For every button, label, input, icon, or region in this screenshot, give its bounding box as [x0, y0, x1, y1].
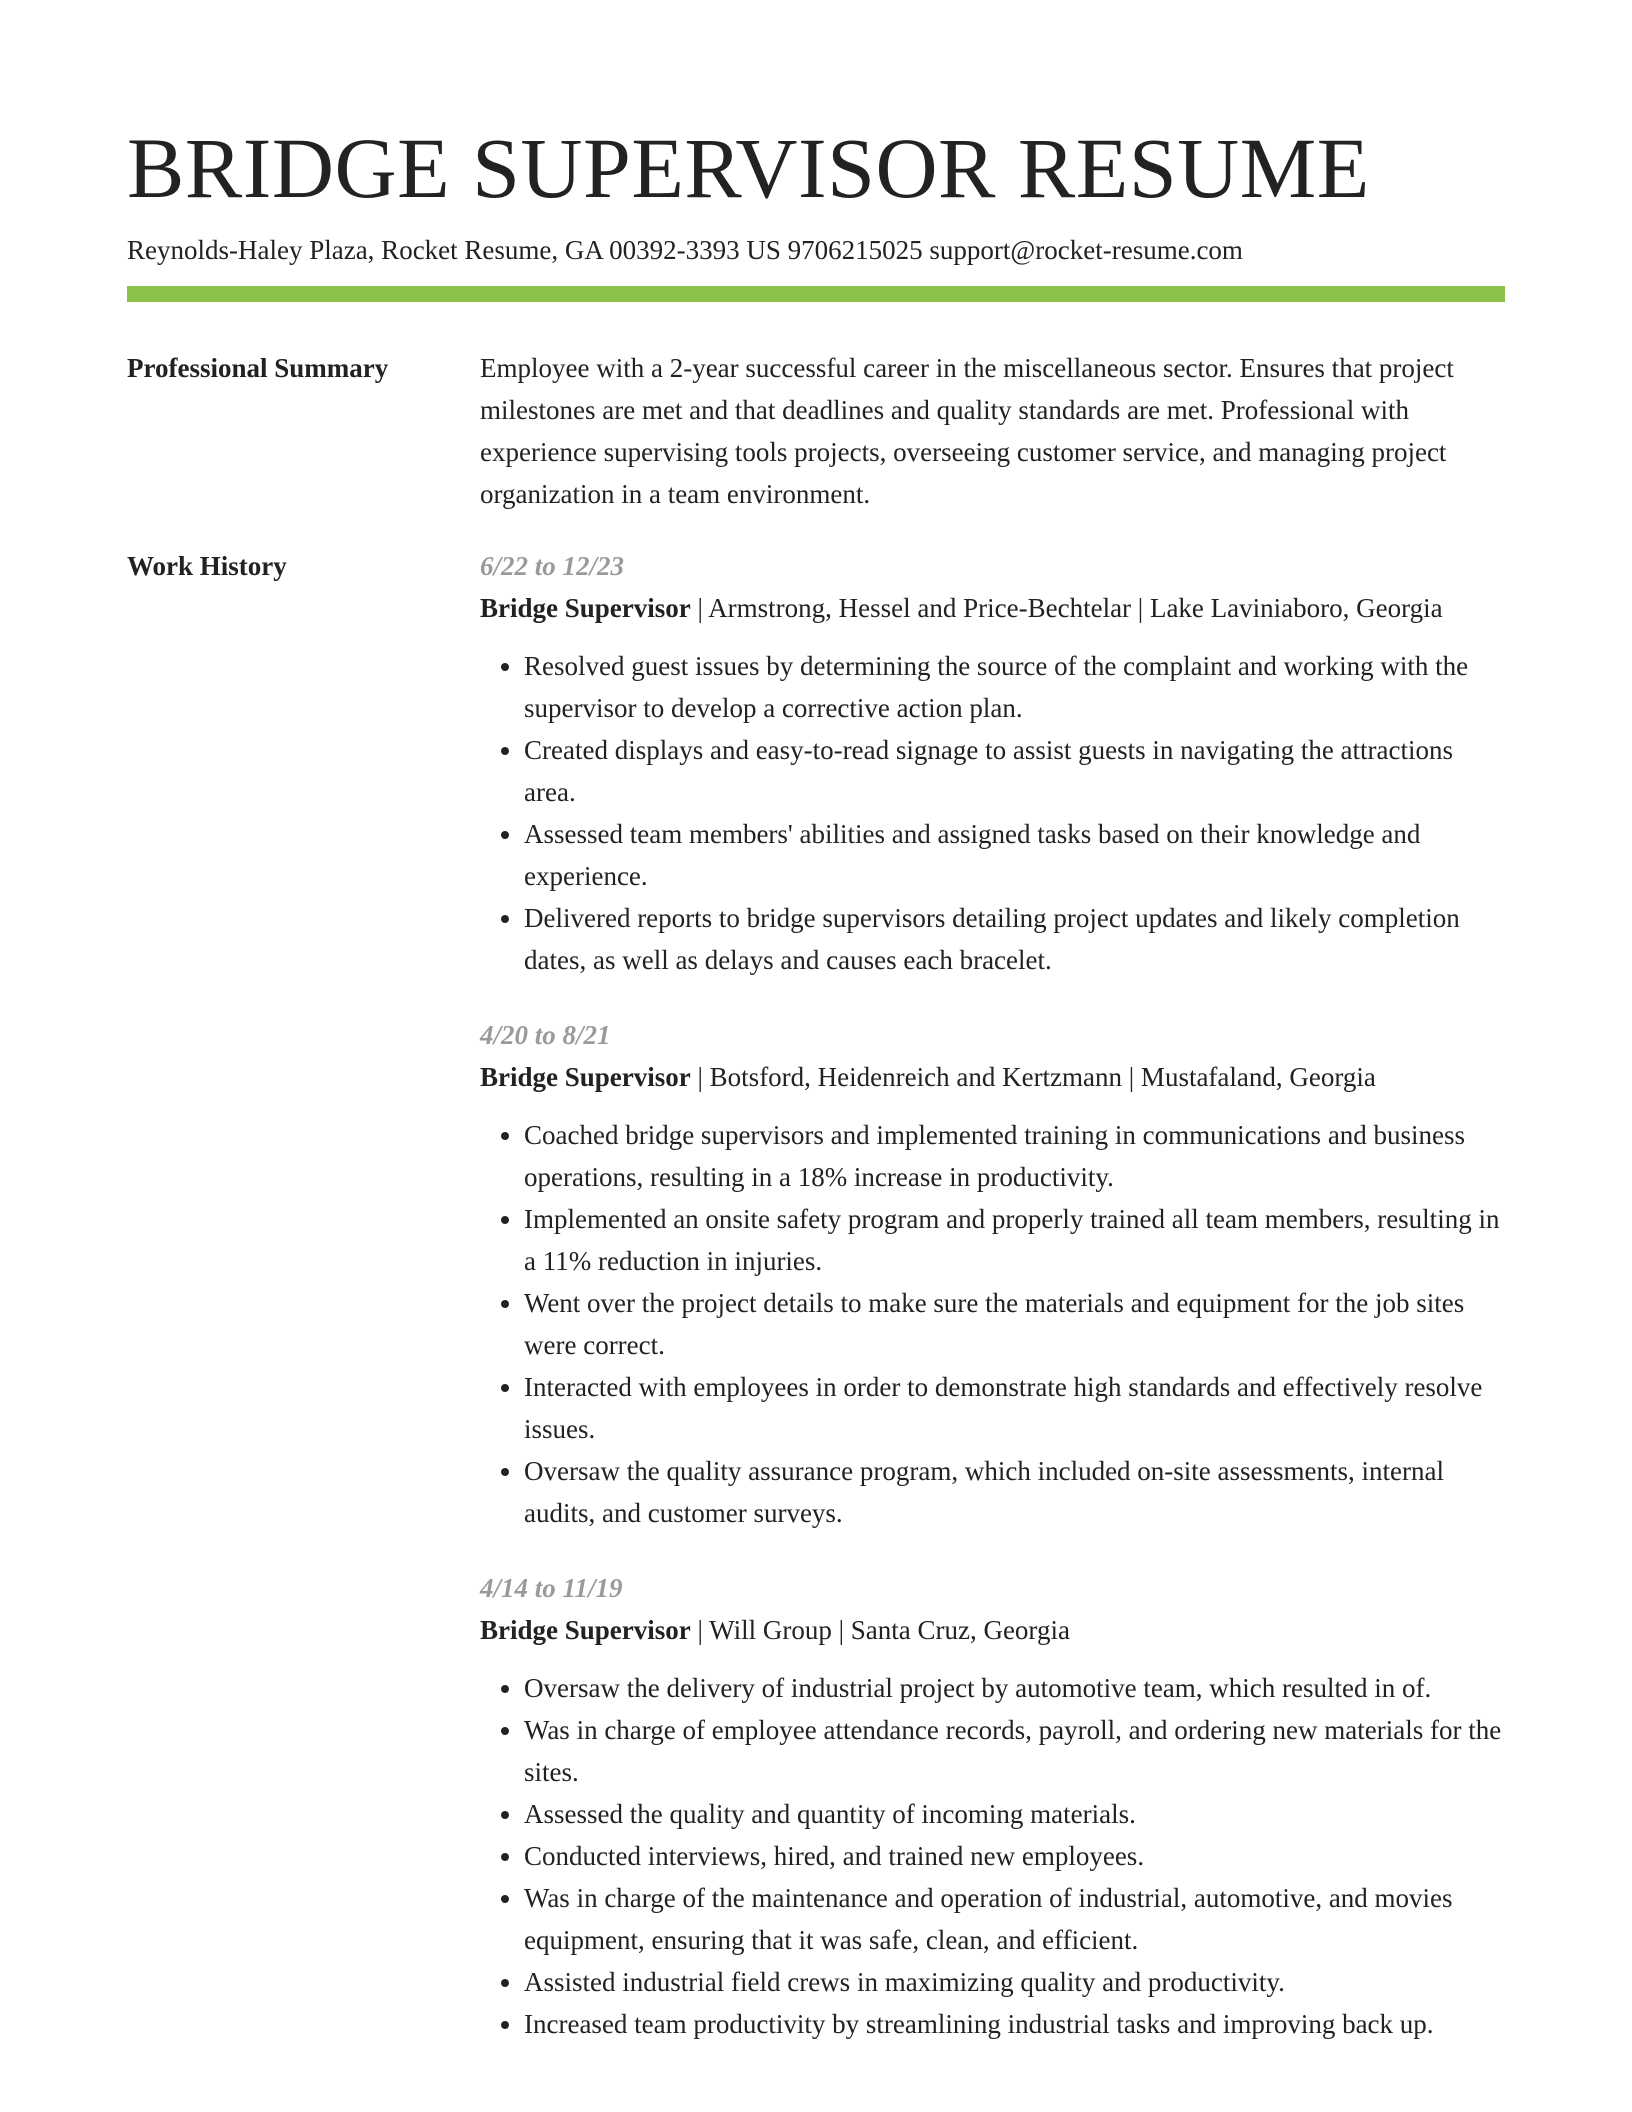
resume-title: BRIDGE SUPERVISOR RESUME [127, 120, 1370, 216]
job-bullet-list [480, 645, 1510, 981]
job-details: | Armstrong, Hessel and Price-Bechtelar | Lake Laviniaboro, Georgia [690, 593, 1443, 623]
job-bullet: • Resolved guest issues by determining the source of the complaint and working with the supervisor to develop a corrective action plan. [524, 645, 1510, 729]
job-bullet: • Oversaw the delivery of industrial project by automotive team, which resulted in of. [524, 1667, 1510, 1709]
job-bullet: • Conducted interviews, hired, and trained new employees. [524, 1835, 1510, 1877]
job-title-line [480, 1609, 1510, 1651]
job-entry [480, 545, 1510, 981]
job-bullet: • Assessed team members' abilities and assigned tasks based on their knowledge and experience. [524, 813, 1510, 897]
job-dates: 6/22 to 12/23 [480, 551, 625, 581]
job-dates: 4/20 to 8/21 [480, 1020, 611, 1050]
job-title-line [480, 1056, 1510, 1098]
job-bullet-list [480, 1114, 1510, 1534]
work-history-label: Work History [127, 551, 287, 581]
job-title: Bridge Supervisor [480, 1062, 691, 1092]
job-details: | Botsford, Heidenreich and Kertzmann | Mustafaland, Georgia [690, 1062, 1376, 1092]
job-entry [480, 1567, 1510, 2045]
job-title-line [480, 587, 1510, 629]
job-entry [480, 1014, 1510, 1534]
job-title: Bridge Supervisor [480, 1615, 691, 1645]
professional-summary-text: Employee with a 2-year successful career in the miscellaneous sector. Ensures that project milestones are met and that deadlines and quality standards are met. Professional with experience supervising tools projects, overseeing customer service, and managing project organization in a team environment. [480, 353, 1454, 509]
work-history-section [480, 545, 1510, 2078]
job-bullet: • Implemented an onsite safety program and properly trained all team members, resulting in a 11% reduction in injuries. [524, 1198, 1510, 1282]
job-bullet: • Assessed the quality and quantity of incoming materials. [524, 1793, 1510, 1835]
job-bullet: • Went over the project details to make sure the materials and equipment for the job sites were correct. [524, 1282, 1510, 1366]
professional-summary-section [480, 347, 1510, 515]
job-title: Bridge Supervisor [480, 593, 691, 623]
accent-divider [127, 286, 1505, 302]
job-bullet: • Increased team productivity by streamlining industrial tasks and improving back up. [524, 2003, 1510, 2045]
job-details: | Will Group | Santa Cruz, Georgia [690, 1615, 1070, 1645]
job-bullet: • Coached bridge supervisors and implemented training in communications and business operations, resulting in a 18% increase in productivity. [524, 1114, 1510, 1198]
job-dates: 4/14 to 11/19 [480, 1573, 623, 1603]
job-bullet-list [480, 1667, 1510, 2045]
job-bullet: • Was in charge of employee attendance records, payroll, and ordering new materials for the sites. [524, 1709, 1510, 1793]
job-bullet: • Was in charge of the maintenance and operation of industrial, automotive, and movies equipment, ensuring that it was safe, clean, and efficient. [524, 1877, 1510, 1961]
job-bullet: • Delivered reports to bridge supervisors detailing project updates and likely completion dates, as well as delays and causes each bracelet. [524, 897, 1510, 981]
job-bullet: • Created displays and easy-to-read signage to assist guests in navigating the attractions area. [524, 729, 1510, 813]
professional-summary-label: Professional Summary [127, 353, 389, 383]
contact-line: Reynolds-Haley Plaza, Rocket Resume, GA 00392-3393 US 9706215025 support@rocket-resume.com [127, 235, 1243, 265]
job-bullet: • Assisted industrial field crews in maximizing quality and productivity. [524, 1961, 1510, 2003]
job-bullet: • Oversaw the quality assurance program, which included on-site assessments, internal audits, and customer surveys. [524, 1450, 1510, 1534]
job-bullet: • Interacted with employees in order to demonstrate high standards and effectively resolve issues. [524, 1366, 1510, 1450]
